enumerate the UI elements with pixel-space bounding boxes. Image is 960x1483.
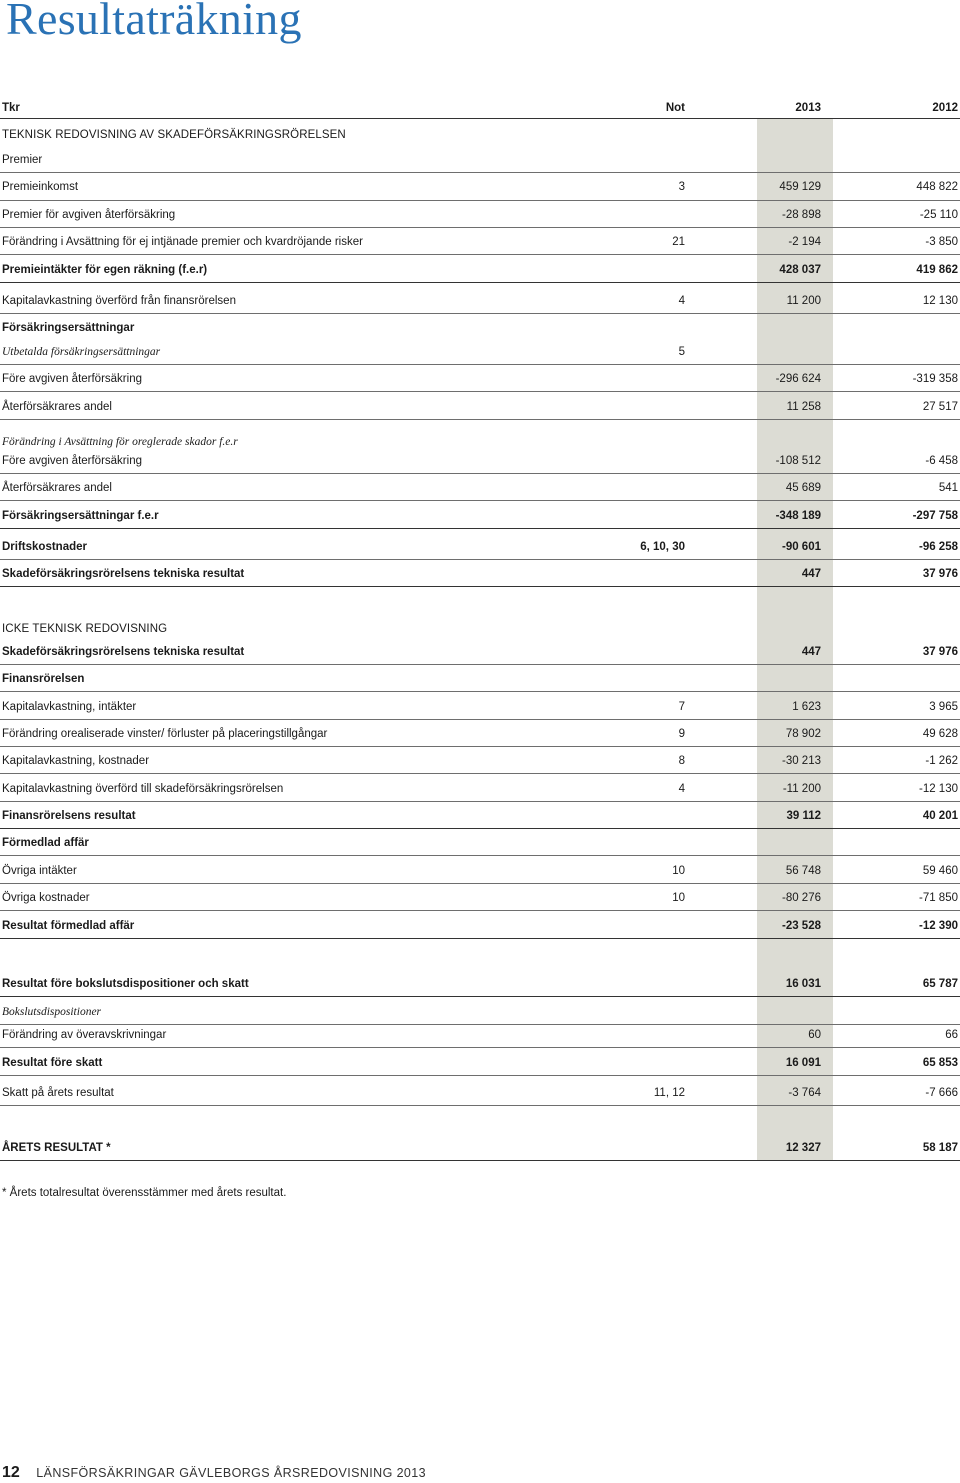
row-rule <box>0 1047 960 1048</box>
header-year-2012: 2012 <box>932 102 958 114</box>
table-row <box>0 318 960 338</box>
row-label: Skadeförsäkringsrörelsens tekniska resultat <box>2 568 245 580</box>
row-value-2012: -319 358 <box>912 373 958 385</box>
row-rule <box>0 828 960 829</box>
row-label: Bokslutsdispositioner <box>2 1006 102 1018</box>
row-value-2013: 11 200 <box>786 295 821 307</box>
table-row <box>0 888 960 908</box>
row-rule <box>0 996 960 997</box>
row-rule <box>0 364 960 365</box>
table-row <box>0 432 960 452</box>
row-value-2012: 448 822 <box>916 181 958 193</box>
row-label: Förändring i Avsättning för ej intjänade premier och kvardröjande risker <box>2 236 363 248</box>
row-label: Före avgiven återförsäkring <box>2 373 142 385</box>
table-row <box>0 291 960 311</box>
row-label: Premier <box>2 154 43 166</box>
table-row <box>0 232 960 252</box>
header-label: Tkr <box>2 102 20 114</box>
row-value-2013: 447 <box>801 568 821 580</box>
row-rule <box>0 773 960 774</box>
row-rule <box>0 1075 960 1076</box>
row-rule <box>0 227 960 228</box>
table-row <box>0 125 960 145</box>
row-rule <box>0 559 960 560</box>
row-rule <box>0 313 960 314</box>
row-label: ICKE TEKNISK REDOVISNING <box>2 623 168 635</box>
row-value-2012: 40 201 <box>922 810 958 822</box>
row-value-2013: -30 213 <box>781 755 821 767</box>
table-row <box>0 260 960 280</box>
row-value-2012: 541 <box>938 482 958 494</box>
table-header-row <box>0 98 960 118</box>
row-value-2013: 56 748 <box>785 865 821 877</box>
row-value-2013: -90 601 <box>781 541 821 553</box>
row-value-2012: -25 110 <box>919 209 958 221</box>
row-label: Före avgiven återförsäkring <box>2 455 142 467</box>
row-value-2012: 37 976 <box>922 568 958 580</box>
table-row <box>0 150 960 170</box>
row-rule <box>0 391 960 392</box>
row-label: Förändring i Avsättning för oreglerade skador f.e.r <box>2 436 238 448</box>
row-label: ÅRETS RESULTAT * <box>2 1142 111 1154</box>
row-rule <box>0 883 960 884</box>
row-value-2013: -108 512 <box>775 455 821 467</box>
row-value-2012: -12 130 <box>918 783 958 795</box>
row-value-2013: 11 258 <box>786 401 821 413</box>
row-rule <box>0 746 960 747</box>
table-row <box>0 451 960 471</box>
row-label: Kapitalavkastning, kostnader <box>2 755 150 767</box>
table-row <box>0 779 960 799</box>
row-value-2013: -23 528 <box>781 920 821 932</box>
row-value-2013: -28 898 <box>781 209 821 221</box>
row-value-2013: 1 623 <box>792 701 821 713</box>
row-note: 8 <box>678 755 685 767</box>
row-value-2012: -297 758 <box>912 510 958 522</box>
table-row <box>0 1083 960 1103</box>
row-value-2013: -296 624 <box>775 373 821 385</box>
row-label: Återförsäkrares andel <box>2 401 112 413</box>
row-rule <box>0 500 960 501</box>
row-note: 9 <box>678 728 685 740</box>
row-note: 10 <box>672 865 685 877</box>
row-label: Resultat förmedlad affär <box>2 920 135 932</box>
row-rule <box>0 801 960 802</box>
row-value-2012: -3 850 <box>925 236 958 248</box>
row-value-2012: 59 460 <box>922 865 958 877</box>
row-rule <box>0 586 960 587</box>
row-value-2013: 78 902 <box>785 728 821 740</box>
table-row <box>0 916 960 936</box>
row-value-2012: -96 258 <box>918 541 958 553</box>
row-label: Finansrörelsen <box>2 673 85 685</box>
row-value-2012: -71 850 <box>918 892 958 904</box>
row-value-2012: -12 390 <box>918 920 958 932</box>
page-title: Resultaträkning <box>6 0 302 44</box>
row-value-2013: -11 200 <box>782 783 821 795</box>
header-note: Not <box>665 102 685 114</box>
row-note: 3 <box>678 181 685 193</box>
row-value-2012: 49 628 <box>922 728 958 740</box>
row-rule <box>0 172 960 173</box>
row-value-2013: 16 031 <box>785 978 821 990</box>
row-rule <box>0 910 960 911</box>
table-row <box>0 697 960 717</box>
row-label: Övriga kostnader <box>2 892 90 904</box>
row-rule <box>0 419 960 420</box>
table-row <box>0 861 960 881</box>
row-rule <box>0 200 960 201</box>
footnote: * Årets totalresultat överensstämmer med årets resultat. <box>2 1187 287 1199</box>
row-rule <box>0 938 960 939</box>
table-row <box>0 806 960 826</box>
row-label: Återförsäkrares andel <box>2 482 112 494</box>
row-label: TEKNISK REDOVISNING AV SKADEFÖRSÄKRINGSRÖRELSEN <box>2 129 346 141</box>
table-row <box>0 642 960 662</box>
row-value-2013: -348 189 <box>775 510 821 522</box>
header-year-2013: 2013 <box>795 102 821 114</box>
row-rule <box>0 254 960 255</box>
row-label: Försäkringsersättningar f.e.r <box>2 510 159 522</box>
row-label: Kapitalavkastning överförd till skadeförsäkringsrörelsen <box>2 783 284 795</box>
table-row <box>0 974 960 994</box>
row-rule <box>0 473 960 474</box>
row-value-2012: 65 787 <box>922 978 958 990</box>
row-label: Premier för avgiven återförsäkring <box>2 209 176 221</box>
row-label: Resultat före bokslutsdispositioner och skatt <box>2 978 249 990</box>
row-value-2012: 419 862 <box>916 264 958 276</box>
row-value-2013: -80 276 <box>781 892 821 904</box>
table-row <box>0 833 960 853</box>
row-value-2013: 39 112 <box>786 810 821 822</box>
row-value-2012: 3 965 <box>929 701 958 713</box>
row-label: Skatt på årets resultat <box>2 1087 114 1099</box>
row-rule <box>0 528 960 529</box>
row-note: 11, 12 <box>653 1087 685 1099</box>
table-row <box>0 537 960 557</box>
row-value-2013: 459 129 <box>779 181 821 193</box>
row-value-2013: 428 037 <box>779 264 821 276</box>
table-row <box>0 724 960 744</box>
table-row <box>0 669 960 689</box>
header-rule <box>0 118 960 119</box>
row-label: Övriga intäkter <box>2 865 77 877</box>
row-note: 7 <box>678 701 685 713</box>
row-note: 4 <box>678 783 685 795</box>
table-row <box>0 1053 960 1073</box>
table-row <box>0 205 960 225</box>
row-label: Utbetalda försäkringsersättningar <box>2 346 161 358</box>
row-rule <box>0 855 960 856</box>
row-note: 10 <box>672 892 685 904</box>
table-row <box>0 342 960 362</box>
row-label: Förmedlad affär <box>2 837 89 849</box>
row-label: Kapitalavkastning, intäkter <box>2 701 137 713</box>
row-value-2013: 12 327 <box>785 1142 821 1154</box>
row-label: Förändring orealiserade vinster/ förluster på placeringstillgångar <box>2 728 328 740</box>
table-row <box>0 177 960 197</box>
table-row <box>0 619 960 639</box>
row-rule <box>0 719 960 720</box>
row-value-2013: 16 091 <box>785 1057 821 1069</box>
row-value-2013: 447 <box>801 646 821 658</box>
table-row <box>0 397 960 417</box>
row-rule <box>0 664 960 665</box>
page-footer <box>2 1464 426 1482</box>
row-value-2013: 45 689 <box>785 482 821 494</box>
row-label: Resultat före skatt <box>2 1057 103 1069</box>
row-label: Förändring av överavskrivningar <box>2 1029 167 1041</box>
table-row <box>0 1138 960 1158</box>
row-label: Kapitalavkastning överförd från finansrörelsen <box>2 295 236 307</box>
row-value-2012: 58 187 <box>922 1142 958 1154</box>
row-rule <box>0 1105 960 1106</box>
row-rule <box>0 691 960 692</box>
row-note: 21 <box>672 236 685 248</box>
publication-name: LÄNSFÖRSÄKRINGAR GÄVLEBORGS ÅRSREDOVISNING 2013 <box>36 1466 426 1480</box>
row-label: Driftskostnader <box>2 541 87 553</box>
row-value-2013: -3 764 <box>788 1087 821 1099</box>
row-note: 4 <box>678 295 685 307</box>
row-label: Premieinkomst <box>2 181 79 193</box>
row-value-2012: -6 458 <box>925 455 958 467</box>
table-row <box>0 1025 960 1045</box>
row-label: Försäkringsersättningar <box>2 322 135 334</box>
row-value-2013: 60 <box>808 1029 821 1041</box>
page-number: 12 <box>2 1464 20 1481</box>
row-note: 5 <box>678 346 685 358</box>
table-row <box>0 369 960 389</box>
row-value-2012: 37 976 <box>922 646 958 658</box>
row-value-2013: -2 194 <box>788 236 821 248</box>
row-label: Premieintäkter för egen räkning (f.e.r) <box>2 264 208 276</box>
row-value-2012: 66 <box>945 1029 958 1041</box>
row-value-2012: 27 517 <box>922 401 958 413</box>
row-label: Skadeförsäkringsrörelsens tekniska resultat <box>2 646 245 658</box>
table-row <box>0 564 960 584</box>
row-label: Finansrörelsens resultat <box>2 810 136 822</box>
table-row <box>0 506 960 526</box>
row-rule <box>0 282 960 283</box>
row-value-2012: 65 853 <box>922 1057 958 1069</box>
table-row <box>0 751 960 771</box>
row-rule <box>0 1160 960 1161</box>
table-row <box>0 478 960 498</box>
row-note: 6, 10, 30 <box>640 541 685 553</box>
row-value-2012: -1 262 <box>925 755 958 767</box>
row-value-2012: 12 130 <box>922 295 958 307</box>
row-value-2012: -7 666 <box>925 1087 958 1099</box>
table-row <box>0 1002 960 1022</box>
